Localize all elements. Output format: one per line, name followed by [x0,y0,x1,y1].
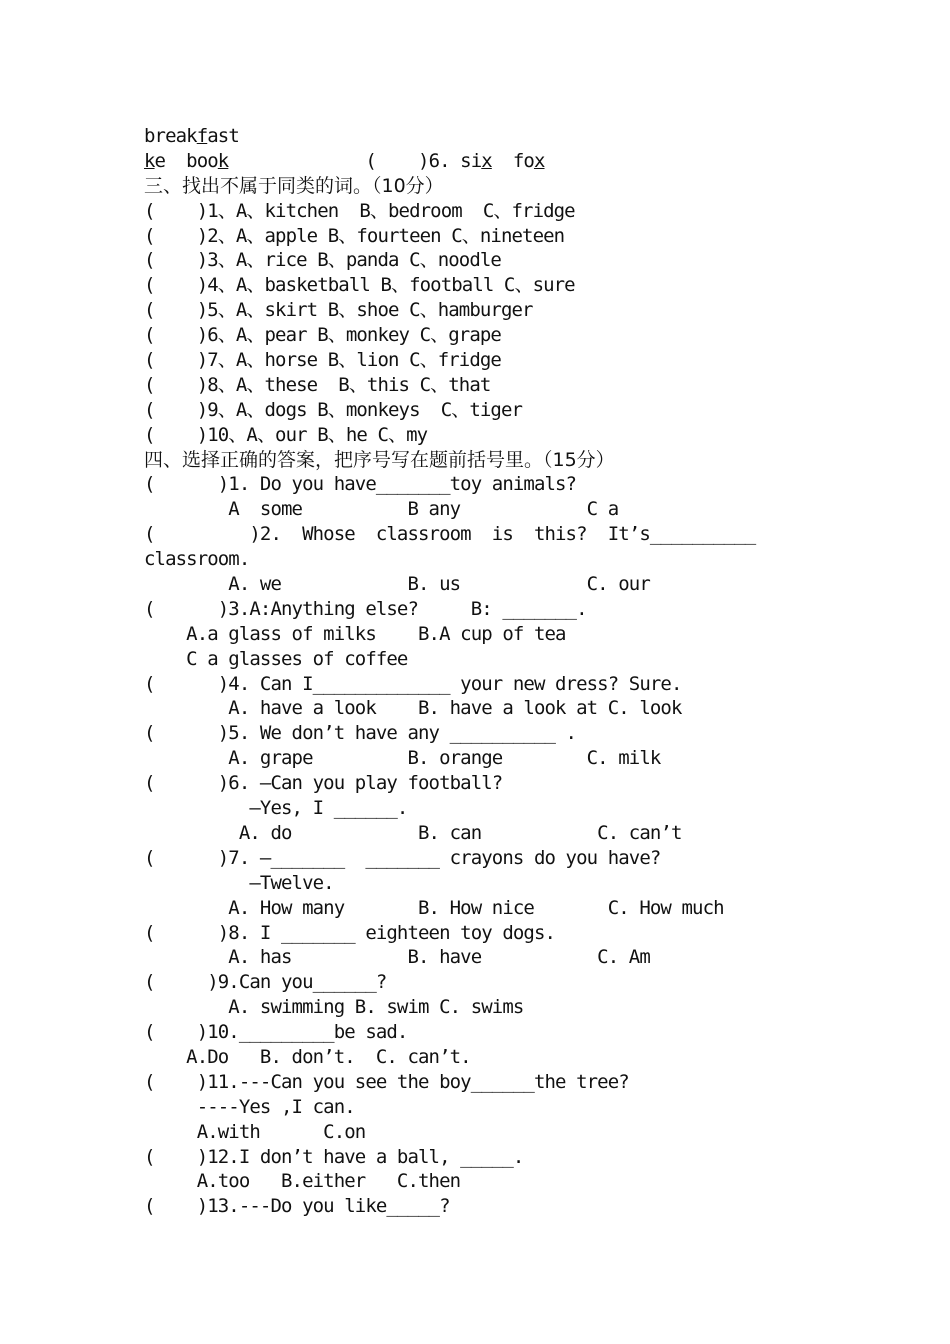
question-line: ( )10._________be sad. [144,1021,408,1044]
question-line: ( )10、A、our B、he C、my [144,423,428,446]
options-line: A.with C.on [144,1120,366,1143]
options-line: A.too B.either C.then [144,1170,461,1193]
options-line: A.a glass of milks B.A cup of tea [144,622,566,645]
options-line: A. do B. can C. can’t [144,821,682,844]
question-line: —Yes, I ______. [144,797,408,820]
options-line: A. How many B. How nice C. How much [144,896,724,919]
options-line: C a glasses of coffee [144,647,408,670]
question-line: ( )8、A、these B、this C、that [144,373,491,396]
section-heading-3: 三、找出不属于同类的词。（10分） [144,174,444,197]
underlined-letter: k [217,149,229,172]
question-line: ( )3.A:Anything else? B: _______. [144,597,587,620]
question-line: ( )6. —Can you play football? [144,772,503,795]
line-1 [144,124,844,149]
options-line: A some B any C a [144,498,619,521]
document-page [144,124,844,1219]
section-heading-4: 四、选择正确的答案，把序号写在题前括号里。（15分） [144,448,615,471]
options-line: A. has B. have C. Am [144,946,650,969]
underlined-letter: k [144,149,155,172]
question-line: ( )7、A、horse B、lion C、fridge [144,349,501,372]
question-line: ----Yes ,I can. [144,1095,355,1118]
text-segment: e boo [154,149,218,172]
question-line: ( )3、A、rice B、panda C、noodle [144,249,501,272]
question-line: ( )7. —_______ _______ crayons do you have? [144,846,661,869]
question-line: —Twelve. [144,871,334,894]
options-line: A. grape B. orange C. milk [144,747,661,770]
underlined-letter: x [533,149,545,172]
text-segment: break [144,125,197,147]
options-line: A. have a look B. have a look at C. look [144,697,682,720]
question-line: ( )5. We don’t have any __________ . [144,722,577,745]
question-line: classroom. [144,548,250,571]
question-line: ( )11.---Can you see the boy______the tree? [144,1070,629,1093]
question-line: ( )5、A、skirt B、shoe C、hamburger [144,299,533,322]
text-segment: ( )6. si [228,149,482,172]
question-line: ( )9.Can you______? [144,971,387,994]
question-line: ( )4. Can I_____________ your new dress? Sure. [144,672,682,695]
question-line: ( )2. Whose classroom is this? It’s__________ [144,523,756,546]
question-line: ( )9、A、dogs B、monkeys C、tiger [144,398,523,421]
question-line: ( )4、A、basketball B、football C、sure [144,274,575,297]
question-line: ( )13.---Do you like_____? [144,1195,450,1218]
underlined-letter: f [196,125,208,147]
question-line: ( )12.I don’t have a ball, _____. [144,1145,524,1168]
text-segment: fo [491,149,534,172]
question-line: ( )2、A、apple B、fourteen C、nineteen [144,224,565,247]
question-line: ( )6、A、pear B、monkey C、grape [144,324,501,347]
text-segment: ast [207,125,239,147]
options-line: A. we B. us C. our [144,573,650,596]
question-line: ( )8. I _______ eighteen toy dogs. [144,921,556,944]
options-line: A.Do B. don’t. C. can’t. [144,1045,471,1068]
question-line: ( )1、A、kitchen B、bedroom C、fridge [144,199,575,222]
question-line: ( )1. Do you have_______toy animals? [144,473,577,496]
underlined-letter: x [481,149,492,172]
options-line: A. swimming B. swim C. swims [144,996,524,1019]
line-2 [144,149,844,174]
